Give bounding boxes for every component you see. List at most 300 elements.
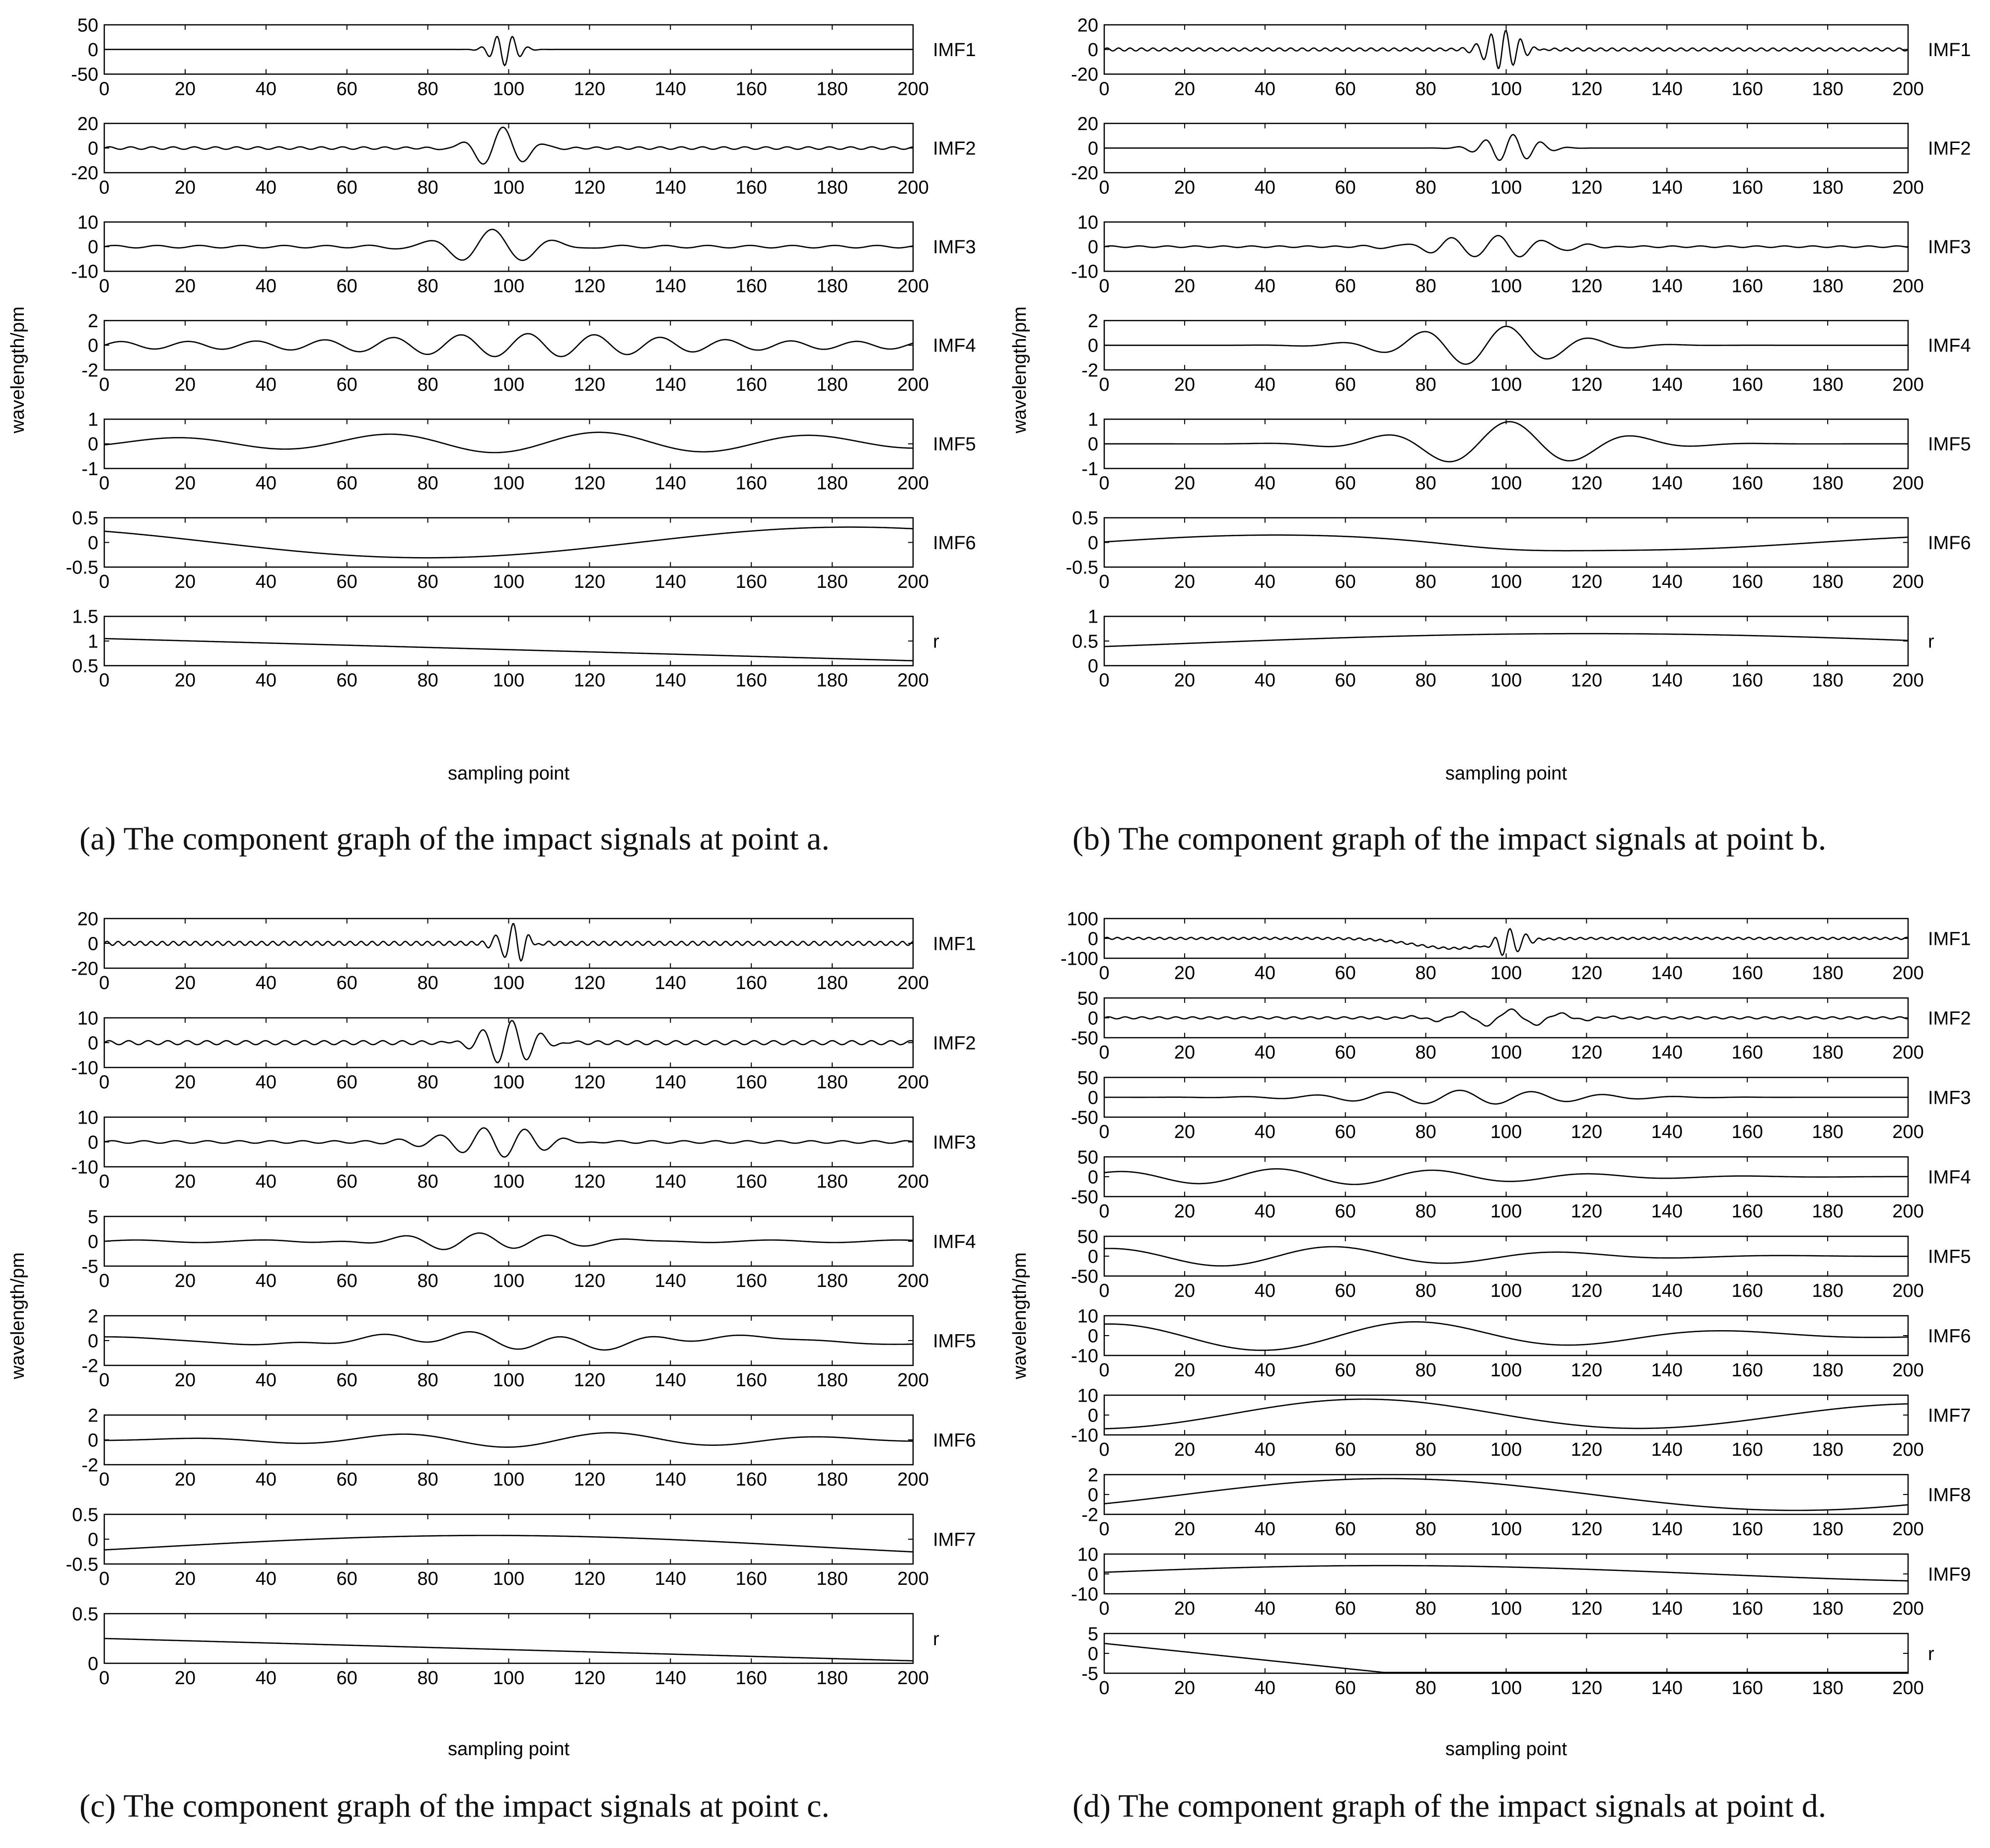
component-label: r <box>1928 1643 1934 1665</box>
x-tick-label: 160 <box>735 1469 767 1490</box>
y-tick-label: 0 <box>1087 1405 1098 1426</box>
x-tick-label: 0 <box>1099 1201 1110 1222</box>
x-tick-label: 80 <box>417 973 438 994</box>
x-tick-label: 180 <box>816 670 848 691</box>
component-label: r <box>933 631 939 652</box>
x-tick-label: 120 <box>573 1171 606 1192</box>
panel-frame <box>104 1415 913 1465</box>
panel-imf1 <box>71 909 976 994</box>
series-line-imf6 <box>1104 1322 1908 1350</box>
y-tick-label: 0 <box>1087 335 1098 356</box>
panel-imf3 <box>71 212 976 296</box>
x-tick-label: 40 <box>255 1469 277 1490</box>
x-tick-label: 180 <box>816 571 848 593</box>
x-tick-label: 120 <box>1570 1598 1603 1619</box>
x-tick-label: 20 <box>174 1568 196 1589</box>
x-tick-label: 200 <box>897 1668 929 1689</box>
panel-imf9 <box>1071 1544 1971 1619</box>
x-tick-label: 100 <box>493 1668 525 1689</box>
x-tick-label: 180 <box>1812 1122 1844 1142</box>
x-tick-label: 60 <box>336 177 357 198</box>
x-tick-label: 0 <box>1099 1122 1110 1142</box>
panel-imf6 <box>66 508 976 592</box>
x-tick-label: 20 <box>174 374 196 395</box>
x-tick-label: 60 <box>336 1171 357 1192</box>
x-tick-label: 160 <box>735 1668 767 1689</box>
component-label: r <box>1928 631 1934 652</box>
x-tick-label: 160 <box>735 670 767 691</box>
x-tick-label: 20 <box>1174 473 1196 494</box>
x-tick-label: 120 <box>1570 1201 1603 1222</box>
x-tick-label: 60 <box>336 571 357 593</box>
panel-frame <box>1104 616 1908 665</box>
x-tick-label: 140 <box>1651 1122 1683 1142</box>
y-tick-label: -2 <box>81 1455 98 1476</box>
panel-frame <box>104 1614 913 1663</box>
x-tick-label: 120 <box>1570 1122 1603 1142</box>
x-tick-label: 80 <box>417 1668 438 1689</box>
panel-frame <box>104 518 913 567</box>
x-tick-label: 120 <box>573 571 606 593</box>
y-tick-label: -5 <box>81 1256 98 1278</box>
x-tick-label: 20 <box>174 1370 196 1391</box>
x-tick-label: 0 <box>1099 1042 1110 1063</box>
x-tick-label: 100 <box>1490 473 1522 494</box>
component-label: IMF3 <box>933 1132 976 1153</box>
x-tick-label: 80 <box>417 276 438 297</box>
x-tick-label: 40 <box>255 276 277 297</box>
x-tick-label: 120 <box>1570 1519 1603 1540</box>
x-tick-label: 180 <box>816 1668 848 1689</box>
y-tick-label: 0.5 <box>72 1604 98 1625</box>
x-tick-label: 60 <box>1335 1042 1356 1063</box>
x-tick-label: 180 <box>816 473 848 494</box>
x-tick-label: 40 <box>1254 963 1276 984</box>
component-label: IMF6 <box>1928 1326 1971 1347</box>
x-tick-label: 180 <box>1812 1439 1844 1460</box>
x-tick-label: 200 <box>897 973 929 994</box>
component-label: IMF1 <box>1928 39 1971 61</box>
x-tick-label: 20 <box>174 1171 196 1192</box>
x-tick-label: 120 <box>1570 670 1603 691</box>
y-tick-label: 10 <box>1077 1306 1098 1327</box>
y-tick-label: 1 <box>1087 409 1098 430</box>
x-tick-label: 200 <box>897 78 929 100</box>
series-line-r <box>104 1638 913 1661</box>
x-tick-label: 140 <box>654 1271 687 1291</box>
x-tick-label: 60 <box>1335 1280 1356 1301</box>
panel-imf2 <box>71 114 976 198</box>
x-tick-label: 60 <box>1335 670 1356 691</box>
x-tick-label: 140 <box>1651 177 1683 198</box>
x-tick-label: 200 <box>1892 670 1924 691</box>
x-tick-label: 0 <box>99 571 110 593</box>
y-tick-label: 50 <box>1077 1067 1098 1089</box>
series-line-imf5 <box>104 432 913 453</box>
x-tick-label: 40 <box>1254 1122 1276 1142</box>
x-tick-label: 200 <box>1892 1042 1924 1063</box>
x-tick-label: 40 <box>1254 276 1276 297</box>
panel-imf5 <box>81 410 976 494</box>
x-tick-label: 120 <box>573 1271 606 1291</box>
x-tick-label: 100 <box>493 276 525 297</box>
y-tick-label: 0 <box>1087 1167 1098 1188</box>
x-tick-label: 60 <box>1335 1439 1356 1460</box>
series-line-imf1 <box>104 37 913 66</box>
x-tick-label: 40 <box>255 374 277 395</box>
y-tick-label: 0 <box>87 1132 98 1153</box>
x-tick-label: 60 <box>336 374 357 395</box>
x-tick-label: 180 <box>1812 1042 1844 1063</box>
caption-c: (c) The component graph of the impact signals at point c. <box>79 1788 830 1824</box>
x-tick-label: 80 <box>1415 1280 1436 1301</box>
x-tick-label: 120 <box>573 973 606 994</box>
x-tick-label: 120 <box>1570 571 1603 593</box>
x-tick-label: 0 <box>1099 374 1110 395</box>
x-tick-label: 100 <box>493 1469 525 1490</box>
y-tick-label: 0 <box>87 1033 98 1054</box>
y-tick-label: 20 <box>77 113 98 135</box>
x-tick-label: 20 <box>1174 1598 1196 1619</box>
y-tick-label: 50 <box>1077 1226 1098 1248</box>
x-tick-label: 160 <box>735 1271 767 1291</box>
x-tick-label: 80 <box>417 1469 438 1490</box>
x-tick-label: 200 <box>897 473 929 494</box>
y-tick-label: 0 <box>1087 1564 1098 1585</box>
x-tick-label: 200 <box>1892 374 1924 395</box>
panel-imf4 <box>1071 1147 1971 1222</box>
x-tick-label: 120 <box>1570 963 1603 984</box>
x-tick-label: 0 <box>99 1271 110 1291</box>
x-tick-label: 100 <box>493 374 525 395</box>
x-tick-label: 140 <box>654 571 687 593</box>
panel-imf2 <box>71 1008 976 1093</box>
x-tick-label: 160 <box>735 473 767 494</box>
x-tick-label: 80 <box>417 374 438 395</box>
x-tick-label: 100 <box>1490 374 1522 395</box>
x-tick-label: 180 <box>816 1271 848 1291</box>
x-tick-label: 40 <box>1254 670 1276 691</box>
x-tick-label: 200 <box>1892 571 1924 593</box>
y-tick-label: -10 <box>1071 1346 1098 1367</box>
x-tick-label: 120 <box>1570 1360 1603 1381</box>
figure-a <box>0 0 995 879</box>
chart-c <box>0 889 995 1846</box>
panel-frame <box>104 419 913 468</box>
series-line-imf3 <box>104 1128 913 1157</box>
y-tick-label: 0 <box>1087 1008 1098 1029</box>
x-tick-label: 160 <box>735 177 767 198</box>
series-line-imf4 <box>1104 1169 1908 1184</box>
component-label: IMF2 <box>933 138 976 159</box>
x-tick-label: 80 <box>417 670 438 691</box>
y-tick-label: 5 <box>87 1207 98 1228</box>
x-tick-label: 60 <box>336 1370 357 1391</box>
x-tick-label: 180 <box>816 78 848 100</box>
component-label: IMF6 <box>1928 532 1971 554</box>
x-tick-label: 0 <box>1099 963 1110 984</box>
x-tick-label: 120 <box>1570 1439 1603 1460</box>
x-tick-label: 160 <box>1731 374 1763 395</box>
x-tick-label: 200 <box>1892 1678 1924 1699</box>
x-tick-label: 200 <box>1892 177 1924 198</box>
x-tick-label: 0 <box>1099 1360 1110 1381</box>
y-tick-label: -10 <box>71 1157 98 1178</box>
x-tick-label: 60 <box>336 473 357 494</box>
x-tick-label: 60 <box>336 1668 357 1689</box>
x-tick-label: 200 <box>1892 1598 1924 1619</box>
x-tick-label: 60 <box>1335 1598 1356 1619</box>
x-tick-label: 80 <box>417 1271 438 1291</box>
x-tick-label: 120 <box>573 374 606 395</box>
panel-imf4 <box>81 1207 976 1291</box>
y-tick-label: -2 <box>81 1355 98 1377</box>
y-tick-label: -50 <box>1071 1266 1098 1287</box>
x-tick-label: 20 <box>174 1271 196 1291</box>
x-tick-label: 120 <box>573 670 606 691</box>
x-tick-label: 160 <box>1731 1439 1763 1460</box>
x-tick-label: 160 <box>1731 473 1763 494</box>
x-tick-label: 160 <box>735 1568 767 1589</box>
y-tick-label: -10 <box>1071 1425 1098 1446</box>
x-tick-label: 60 <box>336 78 357 100</box>
x-tick-label: 100 <box>1490 571 1522 593</box>
x-tick-label: 60 <box>1335 1360 1356 1381</box>
y-tick-label: -2 <box>1081 1504 1098 1526</box>
x-tick-label: 20 <box>174 1469 196 1490</box>
x-tick-label: 100 <box>1490 1122 1522 1142</box>
x-tick-label: 80 <box>417 1568 438 1589</box>
x-tick-label: 20 <box>1174 1360 1196 1381</box>
y-tick-label: 0 <box>1087 928 1098 950</box>
x-tick-label: 140 <box>1651 276 1683 297</box>
x-tick-label: 100 <box>1490 1042 1522 1063</box>
x-tick-label: 140 <box>1651 1598 1683 1619</box>
x-tick-label: 0 <box>1099 1439 1110 1460</box>
x-tick-label: 100 <box>493 177 525 198</box>
x-tick-label: 180 <box>816 1370 848 1391</box>
x-tick-label: 20 <box>174 276 196 297</box>
x-tick-label: 60 <box>1335 963 1356 984</box>
x-tick-label: 160 <box>735 374 767 395</box>
x-tick-label: 180 <box>1812 1519 1844 1540</box>
x-tick-label: 160 <box>1731 963 1763 984</box>
x-tick-label: 100 <box>493 670 525 691</box>
x-tick-label: 60 <box>1335 1519 1356 1540</box>
x-tick-label: 20 <box>174 177 196 198</box>
y-tick-label: 2 <box>1087 1465 1098 1486</box>
panel-imf6 <box>1066 508 1971 592</box>
x-tick-label: 80 <box>1415 1678 1436 1699</box>
x-tick-label: 140 <box>1651 374 1683 395</box>
x-tick-label: 40 <box>1254 1201 1276 1222</box>
x-tick-label: 180 <box>1812 78 1844 100</box>
x-tick-label: 20 <box>1174 78 1196 100</box>
x-tick-label: 160 <box>1731 276 1763 297</box>
y-tick-label: 0.5 <box>1072 631 1098 652</box>
x-tick-label: 0 <box>1099 177 1110 198</box>
y-tick-label: 50 <box>77 15 98 36</box>
x-tick-label: 0 <box>1099 1678 1110 1699</box>
x-tick-label: 80 <box>417 177 438 198</box>
panel-frame <box>104 1514 913 1564</box>
x-tick-label: 140 <box>1651 1042 1683 1063</box>
y-tick-label: -20 <box>71 163 98 184</box>
figure-c <box>0 889 995 1846</box>
x-tick-label: 40 <box>255 1370 277 1391</box>
component-label: IMF4 <box>933 335 976 356</box>
x-tick-label: 100 <box>1490 276 1522 297</box>
x-tick-label: 160 <box>1731 670 1763 691</box>
x-tick-label: 200 <box>1892 78 1924 100</box>
panel-imf4 <box>1081 311 1971 395</box>
x-axis-label: sampling point <box>1445 1739 1567 1760</box>
x-tick-label: 180 <box>1812 670 1844 691</box>
y-tick-label: 10 <box>1077 1385 1098 1407</box>
x-tick-label: 180 <box>1812 1360 1844 1381</box>
x-tick-label: 160 <box>1731 1519 1763 1540</box>
x-tick-label: 120 <box>573 473 606 494</box>
x-tick-label: 140 <box>1651 571 1683 593</box>
series-line-imf4 <box>1104 326 1908 364</box>
y-tick-label: 0.5 <box>1072 508 1098 529</box>
x-tick-label: 80 <box>1415 1201 1436 1222</box>
y-tick-label: -5 <box>1081 1663 1098 1685</box>
x-tick-label: 0 <box>99 1568 110 1589</box>
series-line-imf7 <box>104 1536 913 1552</box>
x-tick-label: 20 <box>1174 1280 1196 1301</box>
x-tick-label: 0 <box>99 78 110 100</box>
panel-frame <box>1104 1316 1908 1355</box>
y-tick-label: -10 <box>1071 261 1098 283</box>
component-label: r <box>933 1629 939 1650</box>
x-tick-label: 0 <box>1099 1280 1110 1301</box>
x-tick-label: 160 <box>1731 1042 1763 1063</box>
x-tick-label: 120 <box>1570 177 1603 198</box>
y-tick-label: 1 <box>87 631 98 652</box>
panel-imf6 <box>1071 1306 1971 1381</box>
series-line-imf5 <box>1104 422 1908 462</box>
series-line-imf5 <box>1104 1247 1908 1266</box>
x-tick-label: 100 <box>1490 670 1522 691</box>
y-tick-label: 0 <box>1087 1643 1098 1665</box>
x-tick-label: 140 <box>654 670 687 691</box>
x-tick-label: 60 <box>1335 1201 1356 1222</box>
x-tick-label: 60 <box>1335 374 1356 395</box>
component-label: IMF4 <box>1928 335 1971 356</box>
x-tick-label: 60 <box>1335 1122 1356 1142</box>
series-line-imf3 <box>1104 1090 1908 1104</box>
x-tick-label: 100 <box>1490 1678 1522 1699</box>
x-tick-label: 20 <box>1174 374 1196 395</box>
panel-frame <box>104 616 913 665</box>
x-tick-label: 180 <box>816 1072 848 1093</box>
series-line-imf2 <box>1104 1009 1908 1026</box>
y-tick-label: 10 <box>1077 212 1098 233</box>
panel-imf1 <box>71 15 976 99</box>
y-tick-label: 2 <box>1087 311 1098 332</box>
y-tick-label: 20 <box>1077 113 1098 135</box>
y-tick-label: 0 <box>87 532 98 554</box>
x-tick-label: 0 <box>99 276 110 297</box>
series-line-r <box>1104 634 1908 646</box>
x-tick-label: 0 <box>99 1072 110 1093</box>
x-tick-label: 40 <box>1254 571 1276 593</box>
x-tick-label: 100 <box>493 473 525 494</box>
x-tick-label: 0 <box>1099 276 1110 297</box>
x-tick-label: 200 <box>897 374 929 395</box>
x-tick-label: 80 <box>417 571 438 593</box>
x-tick-label: 0 <box>99 177 110 198</box>
y-tick-label: -100 <box>1060 948 1098 970</box>
x-tick-label: 0 <box>1099 473 1110 494</box>
x-tick-label: 60 <box>1335 1678 1356 1699</box>
x-tick-label: 200 <box>897 670 929 691</box>
x-tick-label: 120 <box>1570 1280 1603 1301</box>
x-tick-label: 200 <box>897 1568 929 1589</box>
x-tick-label: 120 <box>1570 473 1603 494</box>
x-tick-label: 80 <box>417 1171 438 1192</box>
x-tick-label: 80 <box>1415 1439 1436 1460</box>
series-line-imf9 <box>1104 1565 1908 1581</box>
y-tick-label: 5 <box>1087 1624 1098 1645</box>
x-tick-label: 60 <box>336 1072 357 1093</box>
x-tick-label: 100 <box>1490 1280 1522 1301</box>
x-tick-label: 160 <box>1731 1360 1763 1381</box>
x-tick-label: 20 <box>1174 177 1196 198</box>
x-tick-label: 40 <box>255 1072 277 1093</box>
x-tick-label: 40 <box>255 1668 277 1689</box>
x-tick-label: 40 <box>255 1568 277 1589</box>
x-tick-label: 100 <box>493 1171 525 1192</box>
component-label: IMF5 <box>933 434 976 455</box>
y-tick-label: -10 <box>1071 1584 1098 1605</box>
x-tick-label: 120 <box>1570 1678 1603 1699</box>
panel-frame <box>104 1117 913 1167</box>
x-tick-label: 160 <box>735 78 767 100</box>
x-tick-label: 140 <box>1651 1678 1683 1699</box>
panel-r <box>1072 607 1934 691</box>
y-tick-label: -50 <box>1071 1028 1098 1049</box>
x-tick-label: 180 <box>816 374 848 395</box>
x-tick-label: 180 <box>1812 571 1844 593</box>
x-tick-label: 180 <box>1812 963 1844 984</box>
x-tick-label: 80 <box>1415 473 1436 494</box>
x-tick-label: 0 <box>99 670 110 691</box>
component-label: IMF6 <box>933 1430 976 1451</box>
x-tick-label: 60 <box>336 1568 357 1589</box>
x-tick-label: 20 <box>1174 1678 1196 1699</box>
x-tick-label: 80 <box>1415 276 1436 297</box>
y-tick-label: 10 <box>77 1107 98 1129</box>
component-label: IMF2 <box>933 1033 976 1054</box>
x-tick-label: 160 <box>735 276 767 297</box>
y-tick-label: 0 <box>1087 237 1098 258</box>
figure-d <box>995 889 1990 1846</box>
y-tick-label: -10 <box>71 1058 98 1079</box>
y-tick-label: 1.5 <box>72 606 98 628</box>
x-tick-label: 100 <box>1490 1360 1522 1381</box>
component-label: IMF7 <box>933 1529 976 1551</box>
component-label: IMF2 <box>1928 138 1971 159</box>
x-tick-label: 40 <box>1254 177 1276 198</box>
x-tick-label: 40 <box>1254 473 1276 494</box>
series-line-imf2 <box>1104 135 1908 160</box>
panel-frame <box>1104 1634 1908 1673</box>
y-tick-label: -2 <box>81 360 98 381</box>
x-tick-label: 200 <box>1892 276 1924 297</box>
x-tick-label: 200 <box>897 276 929 297</box>
